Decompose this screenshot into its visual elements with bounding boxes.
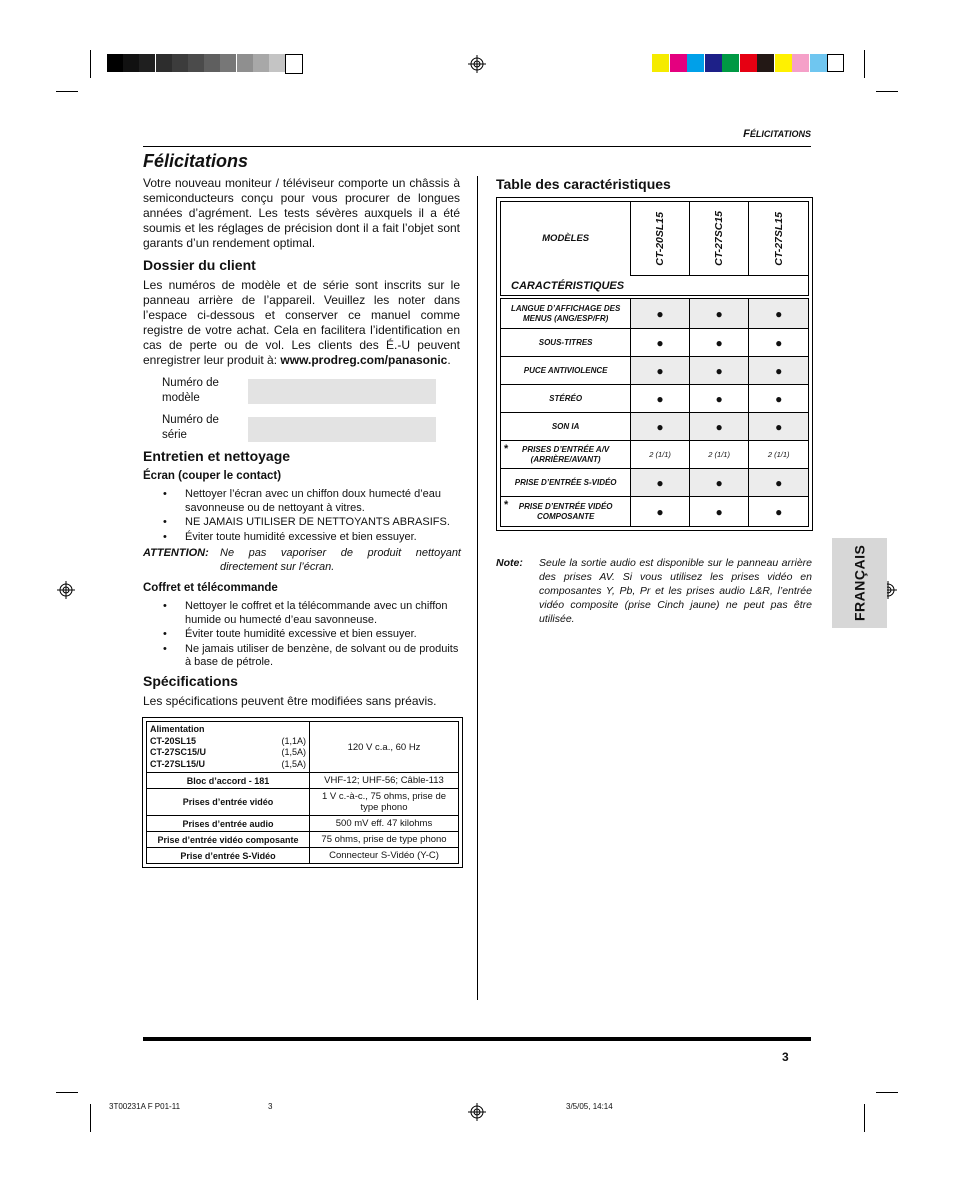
- specs-note: Les spécifications peuvent être modifiées sans préavis.: [143, 694, 437, 708]
- gray-swatch: [172, 54, 188, 72]
- feature-dot: ●: [631, 497, 690, 527]
- features-table-frame: [496, 197, 813, 531]
- gray-swatch: [107, 54, 123, 72]
- print-slug-right: 3/5/05, 14:14: [566, 1102, 613, 1111]
- table-row: [501, 329, 809, 357]
- models-label: MODÈLES: [501, 202, 631, 276]
- alimentation-value: 120 V c.a., 60 Hz: [310, 722, 459, 773]
- language-tab-label: FRANÇAIS: [851, 544, 868, 622]
- color-swatch: [775, 54, 792, 72]
- model-header: CT-20SL15: [654, 211, 667, 266]
- note-text: Seule la sortie audio est disponible sur le panneau arrière des prises AV. Si vous utilisez les prises vidéo en composantes Y, Pb, Pr et les prises audio L&R, l’entrée vidéo composite (prise Cinch jaune) ne peut pas être utilisée.: [539, 557, 812, 625]
- table-row: [501, 299, 809, 329]
- print-slug-center: 3: [268, 1102, 273, 1111]
- table-row: Bloc d’accord - 181 VHF-12; UHF-56; Câble-113: [147, 773, 459, 789]
- color-swatch: [687, 54, 704, 72]
- gray-swatch: [156, 54, 172, 72]
- dossier-heading: Dossier du client: [143, 257, 256, 273]
- model-header: CT-27SL15: [772, 211, 785, 266]
- feature-dot: ●: [689, 413, 749, 441]
- color-swatch: [792, 54, 809, 72]
- crop-mark: [56, 91, 78, 92]
- gray-swatch: [237, 54, 253, 72]
- running-header: FÉLICITATIONS: [743, 128, 811, 140]
- note-label: Note:: [496, 557, 523, 569]
- ecran-bullet-list: [143, 488, 463, 545]
- color-swatch: [757, 54, 774, 72]
- dossier-paragraph: Les numéros de modèle et de série sont inscrits sur le panneau arrière de l’appareil. Veuillez les noter dans l’espace ci-dessous et conserver ce manuel comme registre de votre achat. Cela en facilitera l’identification en cas de perte ou de vol. Les clients des É.-U peuvent enregistrer leur produit à: www.prodreg.com/panasonic.: [143, 278, 460, 367]
- table-row: Prises d’entrée audio 500 mV eff. 47 kilohms: [147, 816, 459, 832]
- model-number-label: Numéro de modèle: [162, 377, 219, 404]
- footnote-star: *: [504, 443, 509, 455]
- feature-label: SON IA: [551, 421, 580, 431]
- feature-dot: ●: [631, 413, 690, 441]
- gray-swatch: [123, 54, 139, 72]
- characteristics-label: CARACTÉRISTIQUES: [501, 276, 809, 296]
- features-table: [500, 201, 809, 296]
- footer-rule: [143, 1037, 811, 1041]
- entretien-heading: Entretien et nettoyage: [143, 448, 291, 464]
- gray-swatch: [139, 54, 155, 72]
- page-number: 3: [782, 1050, 789, 1064]
- table-row: [501, 413, 809, 441]
- registration-mark-icon: [468, 1103, 486, 1121]
- feature-dot: ●: [749, 469, 809, 497]
- language-tab: [832, 538, 887, 628]
- crop-mark: [876, 91, 898, 92]
- feature-dot: ●: [689, 357, 749, 385]
- feature-label: SOUS-TITRES: [538, 337, 593, 347]
- feature-value: 2 (1/1): [689, 441, 749, 469]
- feature-label: PRISES D’ENTRÉE A/V (ARRIÈRE/AVANT): [521, 444, 610, 464]
- gray-swatch: [253, 54, 269, 72]
- table-row: Prises d’entrée vidéo 1 V c.-à-c., 75 ohms, prise de type phono: [147, 789, 459, 816]
- feature-dot: ●: [749, 299, 809, 329]
- registration-url[interactable]: www.prodreg.com/panasonic: [280, 353, 448, 367]
- feature-label: PRISE D’ENTRÉE VIDÉO COMPOSANTE: [518, 501, 613, 521]
- feature-label: PUCE ANTIVIOLENCE: [523, 365, 608, 375]
- crop-mark: [90, 1104, 91, 1132]
- gray-swatch: [269, 54, 285, 72]
- color-swatch: [722, 54, 739, 72]
- model-header: CT-27SC15: [713, 211, 726, 266]
- color-swatch: [670, 54, 687, 72]
- crop-mark: [876, 1092, 898, 1093]
- feature-label: PRISE D’ENTRÉE S-VIDÉO: [514, 477, 617, 487]
- list-item: • Éviter toute humidité excessive et bien essuyer.: [143, 531, 463, 545]
- footnote-star: *: [504, 499, 509, 511]
- list-item: • Ne jamais utiliser de benzène, de solvant ou de produits à base de pétrole.: [143, 643, 463, 670]
- table-row: [501, 202, 809, 276]
- header-rule: [143, 146, 811, 147]
- ecran-heading: Écran (couper le contact): [143, 470, 282, 482]
- model-number-field[interactable]: [248, 379, 436, 404]
- specs-heading: Spécifications: [143, 673, 238, 689]
- column-divider: [477, 176, 478, 1000]
- coffret-heading: Coffret et télécommande: [143, 582, 278, 594]
- page-title: Félicitations: [143, 151, 249, 171]
- color-swatch: [740, 54, 757, 72]
- list-item: • Éviter toute humidité excessive et bien essuyer.: [143, 628, 463, 642]
- coffret-bullet-list: [143, 600, 463, 671]
- color-swatch: [705, 54, 722, 72]
- attention-text: Ne pas vaporiser de produit nettoyant directement sur l’écran.: [220, 547, 461, 573]
- features-note: [496, 556, 812, 626]
- table-row: [501, 441, 809, 469]
- feature-dot: ●: [631, 469, 690, 497]
- alimentation-cell: Alimentation CT-20SL15 (1,1A) CT-27SC15/U (1,5A) CT-27SL15/U (1,5A): [147, 722, 310, 773]
- gray-swatch: [285, 54, 303, 74]
- crop-mark: [56, 1092, 78, 1093]
- feature-dot: ●: [689, 497, 749, 527]
- print-slug-left: 3T00231A F P01-11: [109, 1102, 181, 1111]
- table-row: Prise d’entrée vidéo composante 75 ohms, prise de type phono: [147, 832, 459, 848]
- feature-dot: ●: [689, 329, 749, 357]
- table-row: [147, 722, 459, 773]
- table-row: Prise d’entrée S-Vidéo Connecteur S-Vidéo (Y-C): [147, 848, 459, 864]
- color-swatch: [827, 54, 844, 72]
- specs-table: [146, 721, 459, 864]
- crop-mark: [90, 50, 91, 78]
- feature-value: 2 (1/1): [749, 441, 809, 469]
- features-rows: [500, 298, 809, 527]
- feature-dot: ●: [749, 497, 809, 527]
- specs-table-frame: [142, 717, 463, 868]
- table-row: [501, 469, 809, 497]
- list-item: • Nettoyer l’écran avec un chiffon doux humecté d’eau savonneuse ou de nettoyant à vitres.: [143, 488, 463, 515]
- serial-number-field[interactable]: [248, 417, 436, 442]
- feature-value: 2 (1/1): [631, 441, 690, 469]
- gray-swatch: [220, 54, 236, 72]
- feature-dot: ●: [689, 299, 749, 329]
- feature-dot: ●: [749, 329, 809, 357]
- gray-swatch: [188, 54, 204, 72]
- feature-dot: ●: [631, 385, 690, 413]
- feature-label: STÉRÉO: [549, 393, 583, 403]
- crop-mark: [864, 50, 865, 78]
- feature-dot: ●: [749, 385, 809, 413]
- feature-dot: ●: [689, 385, 749, 413]
- color-swatch: [810, 54, 827, 72]
- gray-swatch: [204, 54, 220, 72]
- feature-dot: ●: [749, 413, 809, 441]
- attention-label: ATTENTION:: [143, 547, 209, 559]
- feature-dot: ●: [631, 329, 690, 357]
- list-item: • NE JAMAIS UTILISER DE NETTOYANTS ABRASIFS.: [143, 516, 463, 530]
- table-row: [501, 497, 809, 527]
- registration-mark-icon: [468, 55, 486, 73]
- table-row: [501, 385, 809, 413]
- feature-dot: ●: [631, 299, 690, 329]
- attention-note: [143, 546, 461, 574]
- registration-mark-icon: [57, 581, 75, 599]
- features-heading: Table des caractéristiques: [496, 176, 671, 192]
- feature-dot: ●: [631, 357, 690, 385]
- list-item: • Nettoyer le coffret et la télécommande avec un chiffon humide ou humecté d’eau savonneuse.: [143, 600, 463, 627]
- feature-dot: ●: [749, 357, 809, 385]
- table-row: [501, 276, 809, 296]
- color-swatch: [652, 54, 669, 72]
- intro-paragraph: Votre nouveau moniteur / téléviseur comporte un châssis à semiconducteurs conçu pour vous procurer de longues années d’agrément. Les tests sévères auxquels il a été soumis et les réglages de précision dont il a fait l’objet sont garants d’un rendement optimal.: [143, 176, 460, 250]
- feature-label: LANGUE D’AFFICHAGE DES MENUS (ANG/ESP/FR): [510, 303, 621, 323]
- feature-dot: ●: [689, 469, 749, 497]
- table-row: [501, 357, 809, 385]
- crop-mark: [864, 1104, 865, 1132]
- serial-number-label: Numéro de série: [162, 414, 219, 441]
